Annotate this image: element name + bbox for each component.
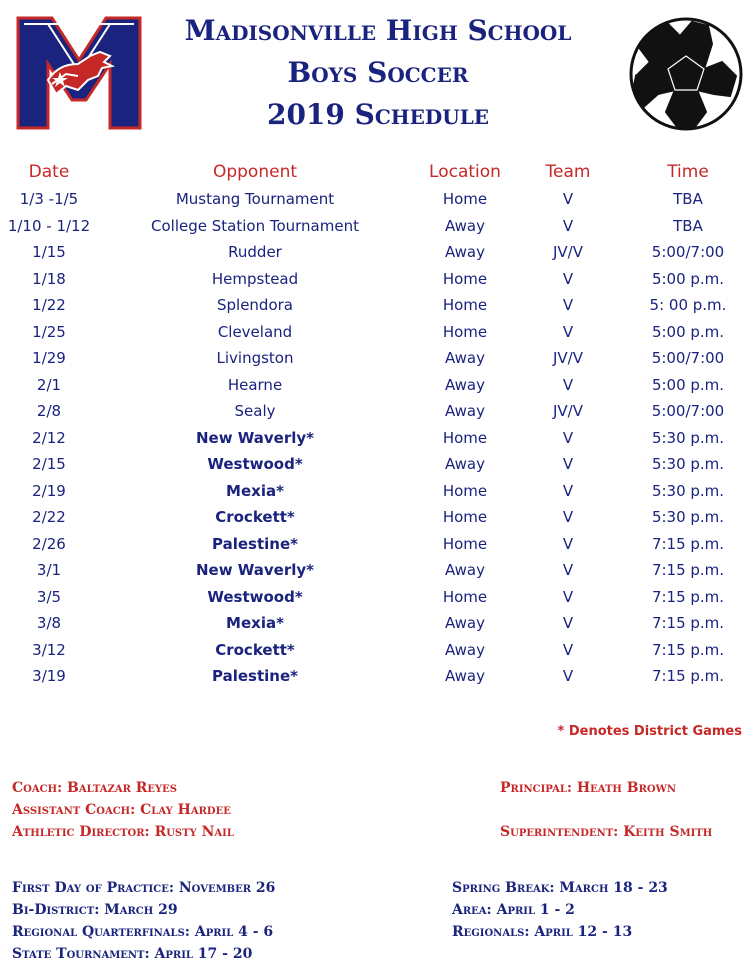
row-opponent: College Station Tournament <box>151 216 359 235</box>
row-date: 2/12 <box>32 428 66 447</box>
row-opponent: Palestine* <box>212 534 298 553</box>
row-date: 3/12 <box>32 640 66 659</box>
row-location: Away <box>445 667 485 685</box>
row-time: 7:15 p.m. <box>651 561 725 579</box>
row-time: TBA <box>673 216 703 235</box>
table-row <box>0 296 756 322</box>
header-opponent: Opponent <box>212 162 298 182</box>
table-row <box>0 561 756 587</box>
row-date: 2/22 <box>32 508 66 526</box>
row-opponent: New Waverly* <box>195 428 315 447</box>
header-team: Team <box>545 162 591 182</box>
row-date: 3/8 <box>36 614 62 632</box>
row-date: 1/22 <box>32 296 66 314</box>
header-date: Date <box>28 162 70 182</box>
row-team: V <box>562 534 574 553</box>
row-date: 1/25 <box>32 322 66 341</box>
row-opponent: Mustang Tournament <box>175 190 335 208</box>
row-time: 5:30 p.m. <box>651 455 725 473</box>
row-date: 1/18 <box>32 269 66 288</box>
row-time: 5:00/7:00 <box>651 349 725 367</box>
table-row <box>0 402 756 428</box>
row-time: 5:00 p.m. <box>651 322 725 341</box>
row-team: V <box>562 508 574 526</box>
table-row <box>0 243 756 269</box>
table-row <box>0 667 756 693</box>
row-time: 7:15 p.m. <box>651 614 725 632</box>
row-opponent: Mexia* <box>226 481 284 500</box>
row-location: Home <box>442 190 488 208</box>
mustang-m-logo-icon <box>14 14 144 132</box>
practice-date: First Day of Practice: November 26 <box>12 880 276 896</box>
table-row <box>0 270 756 296</box>
regional-quarterfinals-date: Regional Quarterfinals: April 4 - 6 <box>12 924 274 940</box>
row-team: V <box>562 322 574 341</box>
row-team: JV/V <box>553 349 583 367</box>
table-row <box>0 217 756 243</box>
row-time: TBA <box>673 190 703 208</box>
sport-title: Boys Soccer <box>287 56 469 89</box>
table-row <box>0 455 756 481</box>
table-row <box>0 323 756 349</box>
row-time: 7:15 p.m. <box>651 667 725 685</box>
table-row <box>0 588 756 614</box>
row-time: 5: 00 p.m. <box>649 296 727 314</box>
row-time: 5:00 p.m. <box>651 375 725 394</box>
row-time: 7:15 p.m. <box>651 640 725 659</box>
bidistrict-date: Bi-District: March 29 <box>12 902 178 918</box>
row-opponent: Cleveland <box>217 322 293 341</box>
row-location: Away <box>445 455 485 473</box>
table-row <box>0 190 756 216</box>
row-team: JV/V <box>553 402 583 420</box>
header-time: Time <box>667 162 709 182</box>
table-row <box>0 535 756 561</box>
soccer-ball-icon <box>628 16 744 132</box>
row-opponent: Hearne <box>227 375 283 394</box>
row-location: Away <box>445 243 485 261</box>
row-date: 2/15 <box>32 455 66 473</box>
table-row <box>0 508 756 534</box>
row-opponent: Crockett* <box>215 508 295 526</box>
table-row <box>0 429 756 455</box>
row-team: V <box>562 190 574 208</box>
state-tournament-date: State Tournament: April 17 - 20 <box>12 946 253 962</box>
row-date: 1/29 <box>32 349 66 367</box>
row-team: V <box>562 481 574 500</box>
row-date: 1/10 - 1/12 <box>7 216 91 235</box>
row-team: V <box>562 216 574 235</box>
row-opponent: Mexia* <box>226 614 284 632</box>
row-date: 3/1 <box>36 561 62 579</box>
row-date: 1/3 -1/5 <box>19 190 79 208</box>
row-date: 3/5 <box>36 587 62 606</box>
row-team: V <box>562 667 574 685</box>
row-team: V <box>562 296 574 314</box>
row-location: Home <box>442 481 488 500</box>
row-team: V <box>562 587 574 606</box>
row-opponent: New Waverly* <box>195 561 315 579</box>
superintendent-label: Superintendent: Keith Smith <box>500 824 713 840</box>
row-date: 3/19 <box>32 667 66 685</box>
row-time: 5:00/7:00 <box>651 402 725 420</box>
principal-label: Principal: Heath Brown <box>500 780 676 796</box>
row-location: Home <box>442 534 488 553</box>
row-time: 5:30 p.m. <box>651 481 725 500</box>
row-opponent: Crockett* <box>215 640 295 659</box>
row-opponent: Splendora <box>216 296 293 314</box>
row-location: Away <box>445 561 485 579</box>
row-time: 5:30 p.m. <box>651 428 725 447</box>
table-row <box>0 376 756 402</box>
table-row <box>0 641 756 667</box>
row-opponent: Livingston <box>216 349 294 367</box>
row-time: 7:15 p.m. <box>651 587 725 606</box>
row-date: 2/8 <box>36 402 62 420</box>
row-date: 1/15 <box>32 243 66 261</box>
school-name: Madisonville High School <box>184 14 572 47</box>
coach-label: Coach: Baltazar Reyes <box>12 780 178 796</box>
row-time: 5:00 p.m. <box>651 269 725 288</box>
row-location: Away <box>445 375 485 394</box>
row-location: Home <box>442 269 488 288</box>
row-team: V <box>562 614 574 632</box>
row-opponent: Westwood* <box>207 587 303 606</box>
row-time: 5:30 p.m. <box>651 508 725 526</box>
schedule-title: 2019 Schedule <box>266 98 490 131</box>
row-team: V <box>562 375 574 394</box>
row-location: Away <box>445 614 485 632</box>
row-time: 5:00/7:00 <box>651 243 725 261</box>
row-opponent: Westwood* <box>207 455 303 473</box>
row-location: Home <box>442 587 488 606</box>
row-opponent: Rudder <box>228 243 282 261</box>
row-team: V <box>562 269 574 288</box>
row-location: Home <box>442 322 488 341</box>
row-location: Home <box>442 296 488 314</box>
table-row <box>0 614 756 640</box>
row-location: Away <box>445 216 485 235</box>
row-opponent: Palestine* <box>212 667 298 685</box>
row-location: Away <box>445 349 485 367</box>
row-date: 2/1 <box>36 375 62 394</box>
row-team: JV/V <box>553 243 583 261</box>
athletic-director-label: Athletic Director: Rusty Nail <box>12 824 234 840</box>
row-team: V <box>562 428 574 447</box>
row-date: 2/19 <box>32 481 66 500</box>
row-location: Home <box>442 508 488 526</box>
row-location: Home <box>442 428 488 447</box>
table-row <box>0 482 756 508</box>
row-location: Away <box>445 402 485 420</box>
row-team: V <box>562 561 574 579</box>
regionals-date: Regionals: April 12 - 13 <box>452 924 633 940</box>
row-opponent: Hempstead <box>211 269 299 288</box>
spring-break-date: Spring Break: March 18 - 23 <box>452 880 668 896</box>
area-date: Area: April 1 - 2 <box>452 902 575 918</box>
row-opponent: Sealy <box>234 402 276 420</box>
table-row <box>0 349 756 375</box>
row-date: 2/26 <box>32 534 66 553</box>
row-time: 7:15 p.m. <box>651 534 725 553</box>
header-location: Location <box>429 162 501 182</box>
district-note: * Denotes District Games <box>557 724 742 739</box>
row-team: V <box>562 640 574 659</box>
row-location: Away <box>445 640 485 659</box>
assistant-coach-label: Assistant Coach: Clay Hardee <box>12 802 231 818</box>
row-team: V <box>562 455 574 473</box>
